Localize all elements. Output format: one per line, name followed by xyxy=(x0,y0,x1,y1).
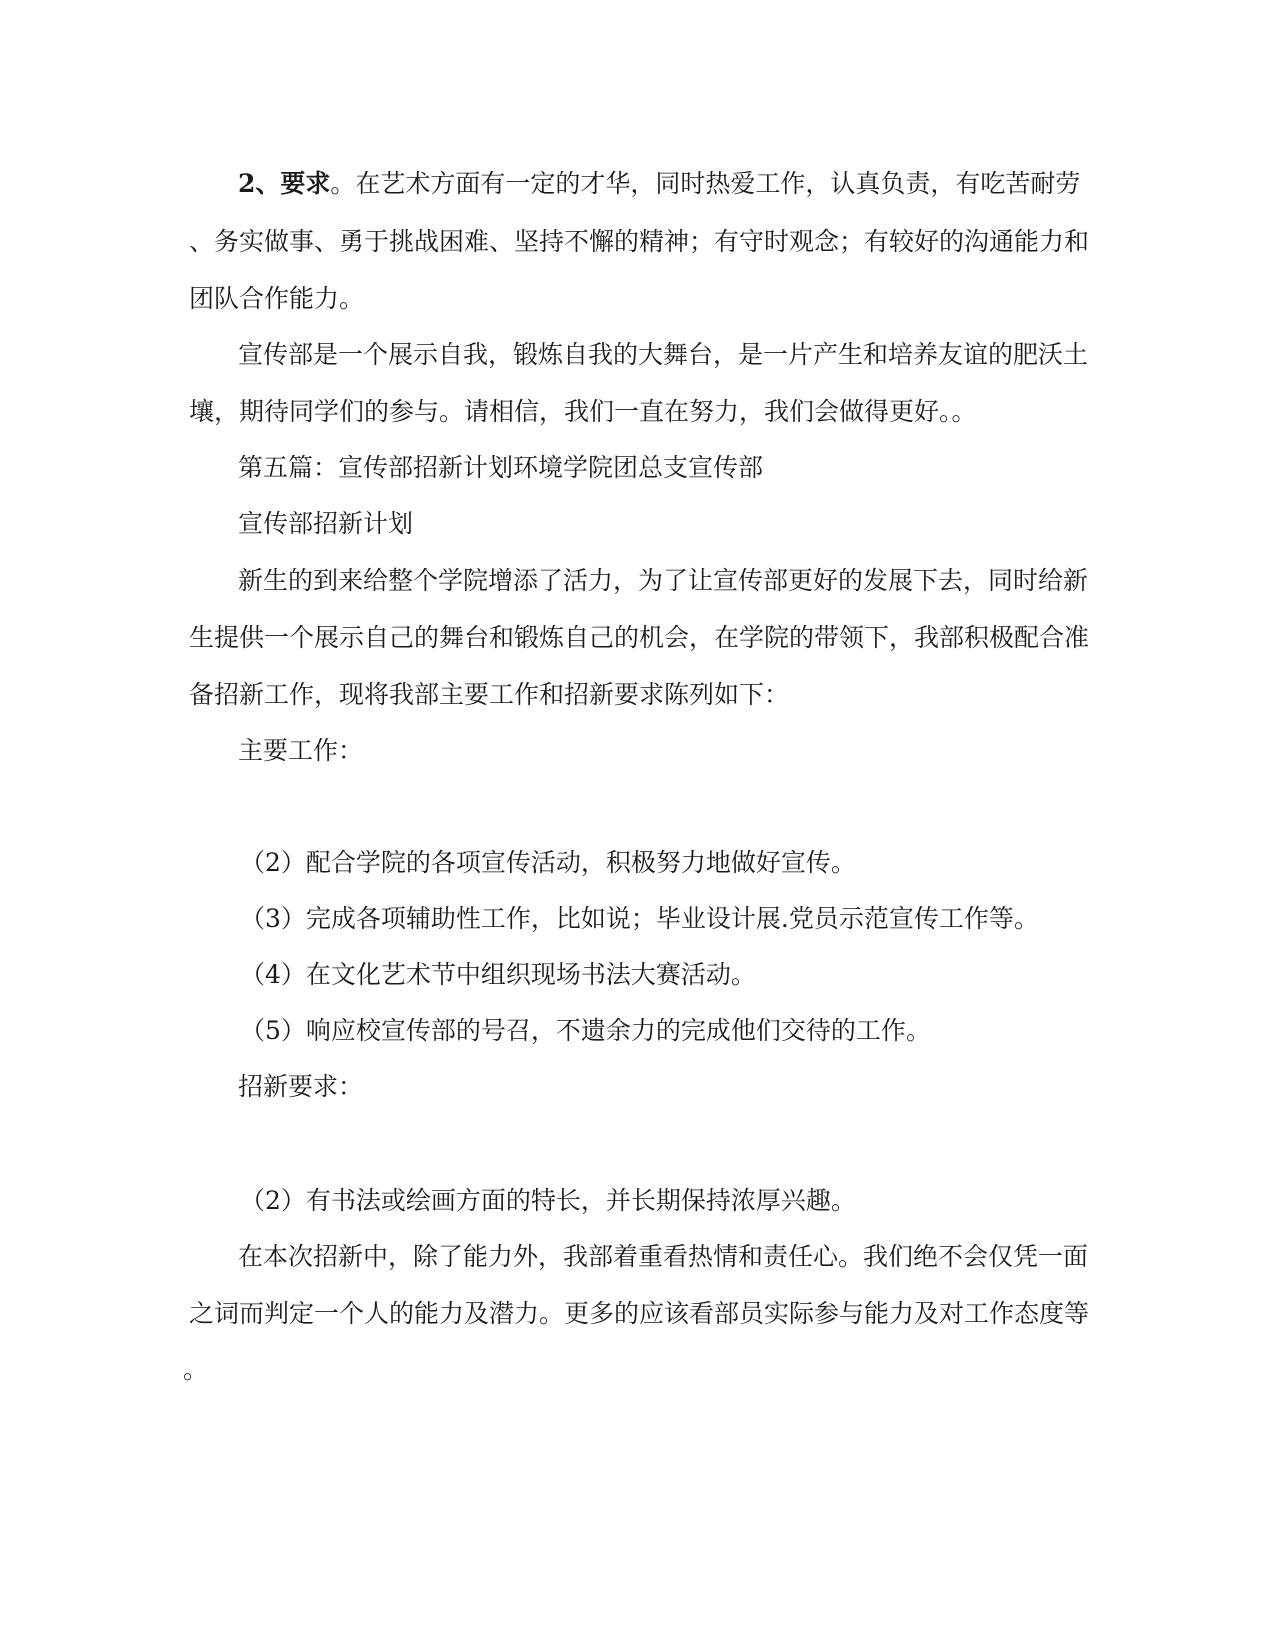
stage-paragraph-line-2: 壤，期待同学们的参与。请相信，我们一直在努力，我们会做得更好。。 xyxy=(189,397,977,426)
closing-paragraph-line-1: 在本次招新中，除了能力外，我部着重看热情和责任心。我们绝不会仅凭一面 xyxy=(238,1242,1089,1271)
main-work-item: （2）配合学院的各项宣传活动，积极努力地做好宣传。 xyxy=(240,848,856,877)
requirements-paragraph-line-3: 团队合作能力。 xyxy=(189,284,365,313)
main-work-item: （3）完成各项辅助性工作，比如说；毕业设计展.党员示范宣传工作等。 xyxy=(240,904,1039,933)
requirements-label: 招新要求： xyxy=(238,1072,364,1101)
requirements-paragraph-line-2: 、务实做事、勇于挑战困难、坚持不懈的精神；有守时观念；有较好的沟通能力和 xyxy=(189,227,1090,256)
main-work-item: （5）响应校宣传部的号召，不遗余力的完成他们交待的工作。 xyxy=(240,1016,931,1045)
intro-paragraph-line-1: 新生的到来给整个学院增添了活力，为了让宣传部更好的发展下去，同时给新 xyxy=(238,566,1089,595)
intro-paragraph-line-2: 生提供一个展示自己的舞台和锻炼自己的机会，在学院的带领下，我部积极配合准 xyxy=(189,623,1090,652)
requirements-lead: 2、要求 xyxy=(238,169,331,198)
fifth-chapter-heading: 第五篇：宣传部招新计划环境学院团总支宣传部 xyxy=(238,453,764,482)
intro-paragraph-line-3: 备招新工作，现将我部主要工作和招新要求陈列如下： xyxy=(189,680,790,709)
closing-paragraph-line-2: 之词而判定一个人的能力及潜力。更多的应该看部员实际参与能力及对工作态度等 xyxy=(189,1299,1090,1328)
closing-paragraph-line-3: 。 xyxy=(183,1355,209,1384)
requirements-item: （2）有书法或绘画方面的特长，并长期保持浓厚兴趣。 xyxy=(240,1186,856,1215)
main-work-item: （4）在文化艺术节中组织现场书法大赛活动。 xyxy=(240,960,756,989)
requirements-paragraph-line-1 xyxy=(238,168,1080,200)
plan-heading: 宣传部招新计划 xyxy=(238,509,414,538)
requirements-text: 。在艺术方面有一定的才华，同时热爱工作，认真负责，有吃苦耐劳 xyxy=(330,169,1081,198)
main-work-label: 主要工作： xyxy=(238,736,364,765)
stage-paragraph-line-1: 宣传部是一个展示自我，锻炼自我的大舞台，是一片产生和培养友谊的肥沃土 xyxy=(238,340,1089,369)
